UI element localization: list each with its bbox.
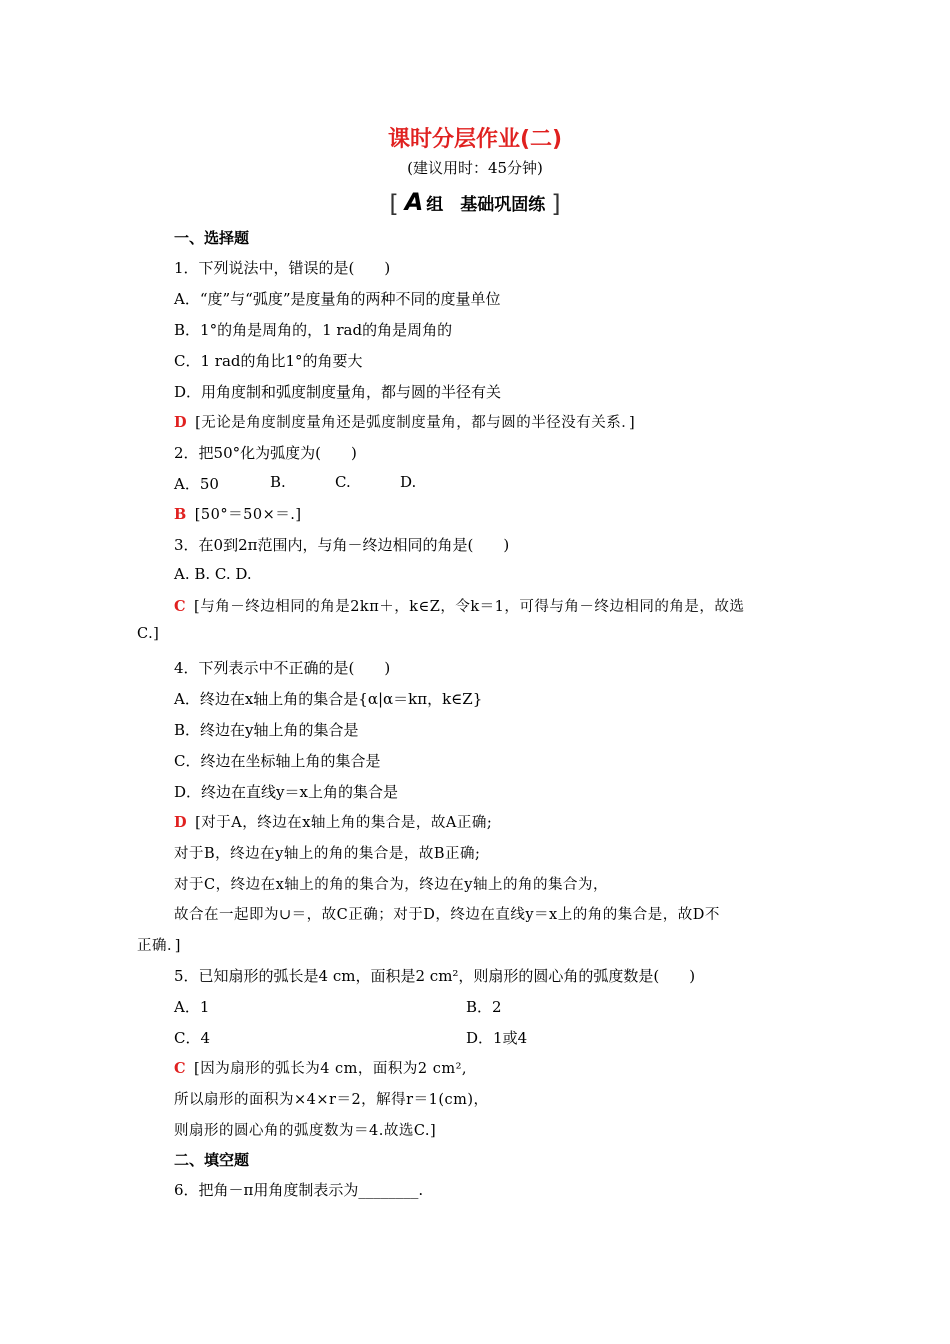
option-4c: C．终边在坐标轴上角的集合是 <box>174 752 381 770</box>
left-bracket-icon: [ <box>389 190 399 218</box>
answer-1 <box>174 411 635 432</box>
option-2c: C. <box>335 473 351 491</box>
answer-explanation: [与角－终边相同的角是2kπ＋，k∈Z，令k＝1，可得与角－终边相同的角是，故选 <box>194 599 745 615</box>
group-label: 组 基础巩固练 <box>426 195 546 215</box>
group-heading <box>0 188 950 218</box>
suggested-time: (建议用时：45分钟) <box>407 159 543 177</box>
option-4a: A．终边在x轴上角的集合是{α|α＝kπ，k∈Z} <box>174 690 483 708</box>
option-2a: A．50 <box>174 475 219 493</box>
question-4: 4．下列表示中不正确的是( ) <box>174 659 391 677</box>
option-5b: B．2 <box>466 998 502 1016</box>
answer-3 <box>174 595 744 616</box>
option-1c: C．1 rad的角比1°的角要大 <box>174 352 363 370</box>
answer-5-line-2: 所以扇形的面积为×4×r＝2，解得r＝1(cm)， <box>174 1092 489 1108</box>
option-5c: C．4 <box>174 1029 211 1047</box>
option-1b: B．1°的角是周角的，1 rad的角是周角的 <box>174 321 453 339</box>
option-5a: A．1 <box>174 998 210 1016</box>
answer-letter: C <box>174 1060 187 1077</box>
answer-4 <box>174 811 492 832</box>
question-6: 6．把角－π用角度制表示为________. <box>174 1181 424 1199</box>
answer-4-line-4: 故合在一起即为∪＝，故C正确；对于D，终边在直线y＝x上的角的集合是，故D不 <box>174 907 720 923</box>
answer-5 <box>174 1057 467 1078</box>
section-heading-fill-in: 二、填空题 <box>174 1151 250 1169</box>
answer-explanation: [对于A，终边在x轴上角的集合是，故A正确; <box>195 815 493 831</box>
answer-letter: C <box>174 598 187 615</box>
section-heading-choice: 一、选择题 <box>174 229 250 247</box>
answer-letter: D <box>174 414 188 431</box>
answer-4-line-5: 正确．] <box>137 938 181 954</box>
option-2d: D. <box>400 473 417 491</box>
question-1: 1．下列说法中，错误的是( ) <box>174 259 391 277</box>
answer-4-line-2: 对于B，终边在y轴上的角的集合是，故B正确; <box>174 846 481 862</box>
answer-letter: D <box>174 814 188 831</box>
option-2b: B. <box>270 473 286 491</box>
answer-3-continued: C.] <box>137 626 160 642</box>
option-5d: D．1或4 <box>466 1029 528 1047</box>
answer-2 <box>174 503 302 524</box>
option-1d: D．用角度制和弧度制度量角，都与圆的半径有关 <box>174 383 502 401</box>
options-3: A. B. C. D. <box>174 565 252 583</box>
option-4b: B．终边在y轴上角的集合是 <box>174 721 359 739</box>
answer-letter: B <box>174 506 187 523</box>
page-title: 课时分层作业(二) <box>387 127 563 152</box>
option-1a: A．“度”与“弧度”是度量角的两种不同的度量单位 <box>174 290 501 308</box>
answer-4-line-3: 对于C，终边在x轴上的角的集合为，终边在y轴上的角的集合为， <box>174 877 608 893</box>
answer-explanation: [因为扇形的弧长为4 cm，面积为2 cm², <box>194 1061 468 1077</box>
question-3: 3．在0到2π范围内，与角－终边相同的角是( ) <box>174 536 510 554</box>
option-4d: D．终边在直线y＝x上角的集合是 <box>174 783 398 801</box>
group-letter: A <box>404 188 424 216</box>
right-bracket-icon: ] <box>551 190 561 218</box>
answer-explanation: [50°＝50×＝.] <box>194 507 302 523</box>
question-5: 5．已知扇形的弧长是4 cm，面积是2 cm²，则扇形的圆心角的弧度数是( ) <box>174 967 696 985</box>
answer-explanation: [无论是角度制度量角还是弧度制度量角，都与圆的半径没有关系．] <box>195 415 636 431</box>
question-2: 2．把50°化为弧度为( ) <box>174 444 357 462</box>
answer-5-line-3: 则扇形的圆心角的弧度数为＝4.故选C.] <box>174 1123 437 1139</box>
